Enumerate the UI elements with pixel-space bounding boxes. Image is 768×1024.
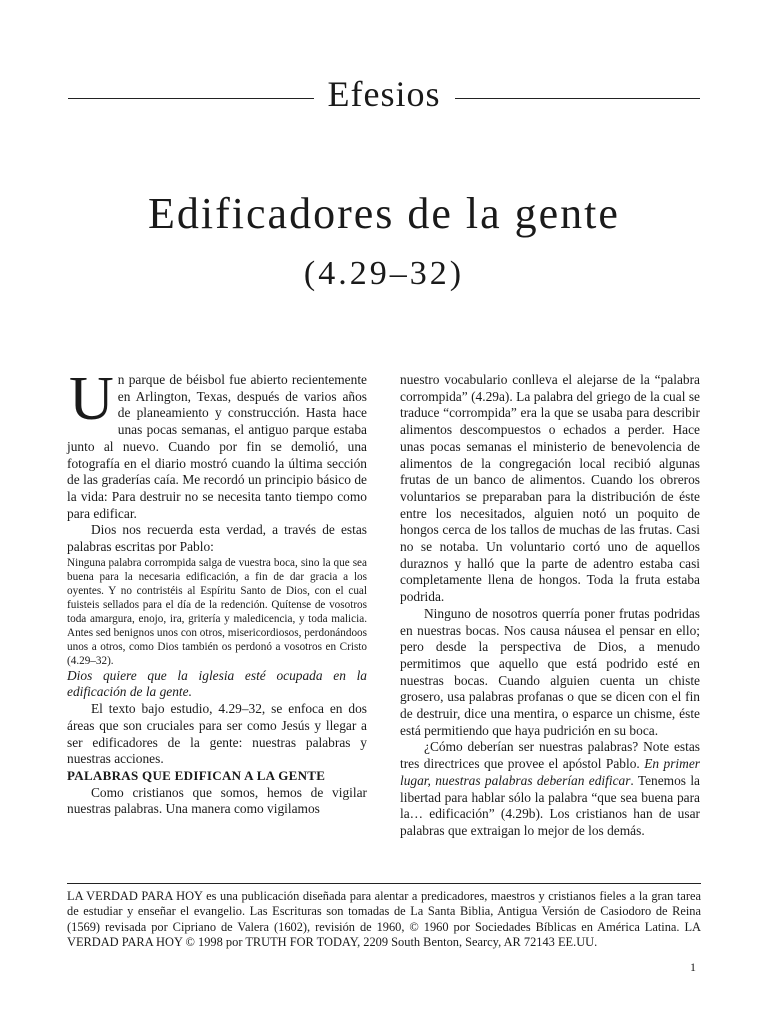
scripture-quote: Ninguna palabra corrompida salga de vuestra boca, sino la que sea buena para la necesaria edificación, a fin de dar gracia a los oyentes. Y no contristéis al Espíritu Santo de Dios, con el cual fuisteis sellados para el día de la redención. Quítense de vosotros toda amargura, enojo, ira, gritería y maledicencia, y toda malicia. Antes sed benignos unos con otros, misericordiosos, perdonándoos unos a otros, como Dios también os perdonó a vosotros en Cristo (4.29–32). xyxy=(67,556,367,667)
drop-cap: U xyxy=(69,365,114,433)
paragraph: Como cristianos que somos, hemos de vigilar nuestras palabras. Una manera como vigilamos xyxy=(67,784,367,817)
paragraph: nuestro vocabulario conlleva el alejarse de la “palabra corrompida” (4.29a). La palabra del griego de la cual se traduce “corrompida” era la que se usaba para describir alimentos descompuestos o echados a perder. Hace unas pocas semanas el ministerio de benevolencia de alimentos de la congregación local recibió algunas frutas de un banco de alimentos. Cuando los obreros voluntarios se preparaban para la distribución de éste entre los necesitados, alguien notó un poquito de hongos cerca de los tallos de muchas de las frutas. Casi no se notaba. Un voluntario cortó uno de aquellos duraznos y halló que la parte de adentro estaba casi completamente llena de hongos. Toda la fruta estaba podrida. xyxy=(400,372,700,605)
left-column xyxy=(67,365,367,818)
italic-emphasis: En primer lugar, nuestras palabras deberían edificar xyxy=(400,756,700,788)
intro-paragraph xyxy=(67,365,367,522)
article-title: Edificadores de la gente xyxy=(148,189,620,238)
paragraph-lead: ¿Cómo deberían ser nuestras palabras? Note estas tres directrices que provee el apóstol Pablo. xyxy=(400,739,700,772)
italic-thesis: Dios quiere que la iglesia esté ocupada en la edificación de la gente. xyxy=(67,667,367,700)
section-heading: PALABRAS QUE EDIFICAN A LA GENTE xyxy=(67,767,326,783)
header-rule-right xyxy=(455,98,701,99)
right-column xyxy=(400,372,700,840)
paragraph xyxy=(400,739,700,839)
publication-footer: LA VERDAD PARA HOY es una publicación diseñada para alentar a predicadores, maestros y cristianos fieles a la gran tarea de estudiar y enseñar el evangelio. Las Escrituras son tomadas de La Santa Biblia, Antigua Versión de Casiodoro de Reina (1569) revisada por Cipriano de Valera (1602), revisión de 1960, © 1960 por Sociedades Bíblicas en América Latina. LA VERDAD PARA HOY © 1998 por TRUTH FOR TODAY, 2209 South Benton, Searcy, AR 72143 EE.UU. xyxy=(67,889,701,950)
book-header xyxy=(68,70,700,118)
page-number: 1 xyxy=(690,960,696,974)
footer-rule xyxy=(67,883,701,884)
paragraph: Ninguno de nosotros querría poner frutas podridas en nuestras bocas. Nos causa náusea el pensar en ello; pero desde la perspectiva de Dios, a menudo permitimos que aquello que está podrido esté en nuestras bocas. Cuando alguien cuenta un chiste grosero, usa palabras profanas o que se dicen con el fin de destruir, dice una mentira, o esparce un chisme, éste está permitiendo que haya pudrición en su boca. xyxy=(400,605,700,738)
book-title: Efesios xyxy=(327,74,441,114)
intro-text: n parque de béisbol fue abierto recientemente en Arlington, Texas, después de varios años de planeamiento y construcción. Hasta hace unas pocas semanas, el antiguo parque estaba junto al nuevo. Cuando por fin se demolió, una fotografía en el diario mostró cuando la última sección de las graderías caía. Me recordó un principio básico de la vida: Para destruir no se necesita tanto tiempo como para edificar. xyxy=(67,372,367,521)
paragraph-tail: . Tenemos la libertad para hablar sólo la palabra “que sea buena para la… edificación” (4.29b). Los cristianos han de usar palabras que extraigan lo mejor de los demás. xyxy=(400,772,700,838)
paragraph: El texto bajo estudio, 4.29–32, se enfoca en dos áreas que son cruciales para ser como Jesús y llegar a ser edificadores de la gente: nuestras palabras y nuestras acciones. xyxy=(67,701,367,767)
scripture-reference: (4.29–32) xyxy=(303,255,465,292)
header-rule-left xyxy=(68,98,314,99)
paragraph: Dios nos recuerda esta verdad, a través de estas palabras escritas por Pablo: xyxy=(67,522,367,555)
